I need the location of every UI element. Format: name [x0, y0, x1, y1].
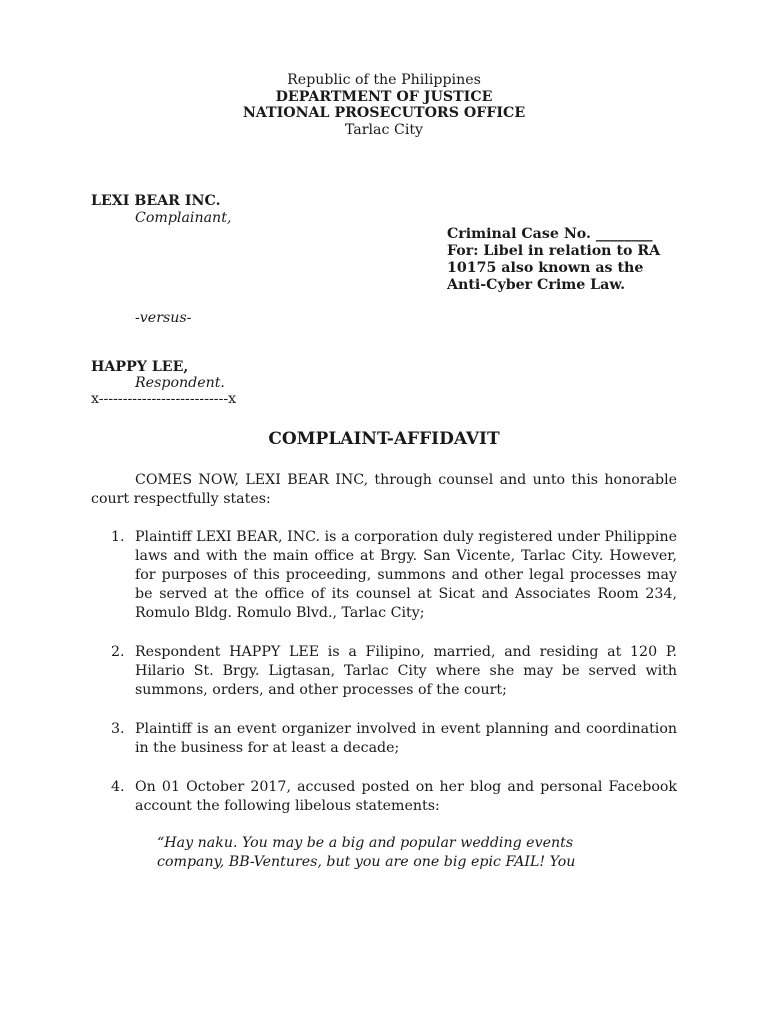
list-item: [91, 643, 677, 700]
complainant-role: Complainant,: [135, 210, 232, 226]
document-title: COMPLAINT-AFFIDAVIT: [268, 429, 500, 449]
item-number: 3.: [111, 721, 125, 737]
header-country: Republic of the Philippines: [287, 72, 481, 88]
case-caption: [447, 226, 707, 294]
case-subject-line-3: Anti-Cyber Crime Law.: [447, 277, 626, 293]
list-item: [91, 720, 677, 758]
header-office: NATIONAL PROSECUTORS OFFICE: [242, 105, 526, 121]
quote-text-2: company, BB-Ventures, but you are one big epic FAIL! You: [157, 854, 576, 870]
item-text: Respondent HAPPY LEE is a Filipino, married, and residing at 120 P. Hilario St. Brgy. Ligtasan, Tarlac City where she may be served with summons, orders, and other processes of the court;: [135, 644, 677, 698]
document-header: [0, 72, 768, 138]
item-text: Plaintiff LEXI BEAR, INC. is a corporation duly registered under Philippine laws and with the main office at Brgy. San Vicente, Tarlac City. However, for purposes of this proceeding, summons and other legal processes may be served at the office of its counsel at Sicat and Associates Room 234, Romulo Bldg. Romulo Blvd., Tarlac City;: [135, 529, 677, 621]
item-text: Plaintiff is an event organizer involved in event planning and coordination in the business for at least a decade;: [135, 721, 677, 756]
header-city: Tarlac City: [344, 121, 424, 138]
item-number: 2.: [111, 644, 125, 660]
versus-label: -versus-: [135, 310, 192, 326]
case-subject-line-2: 10175 also known as the: [447, 260, 644, 276]
case-subject-line-1: For: Libel in relation to RA: [447, 243, 661, 259]
quote-text-1: Hay naku. You may be a big and popular wedding events: [164, 835, 574, 851]
list-item: [91, 528, 677, 623]
quote-line-2: [157, 853, 597, 872]
intro-paragraph: COMES NOW, LEXI BEAR INC, through counsel and unto this honorable court respectfully states:: [91, 472, 677, 507]
item-number: 1.: [111, 529, 125, 545]
case-number: Criminal Case No. ________: [447, 226, 653, 242]
list-item: [91, 778, 677, 816]
quoted-statement: [157, 834, 597, 872]
item-text: On 01 October 2017, accused posted on her blog and personal Facebook account the following libelous statements:: [135, 779, 677, 814]
quote-line-1: [157, 834, 597, 853]
respondent-role: Respondent.: [135, 375, 225, 391]
complainant-name: LEXI BEAR INC.: [91, 193, 221, 209]
header-department: DEPARTMENT OF JUSTICE: [275, 88, 493, 105]
allegations-list: [91, 528, 677, 836]
item-number: 4.: [111, 779, 125, 795]
respondent-name: HAPPY LEE,: [91, 359, 189, 375]
quote-open-mark: “: [157, 835, 165, 851]
caption-separator: x---------------------------x: [91, 391, 237, 407]
